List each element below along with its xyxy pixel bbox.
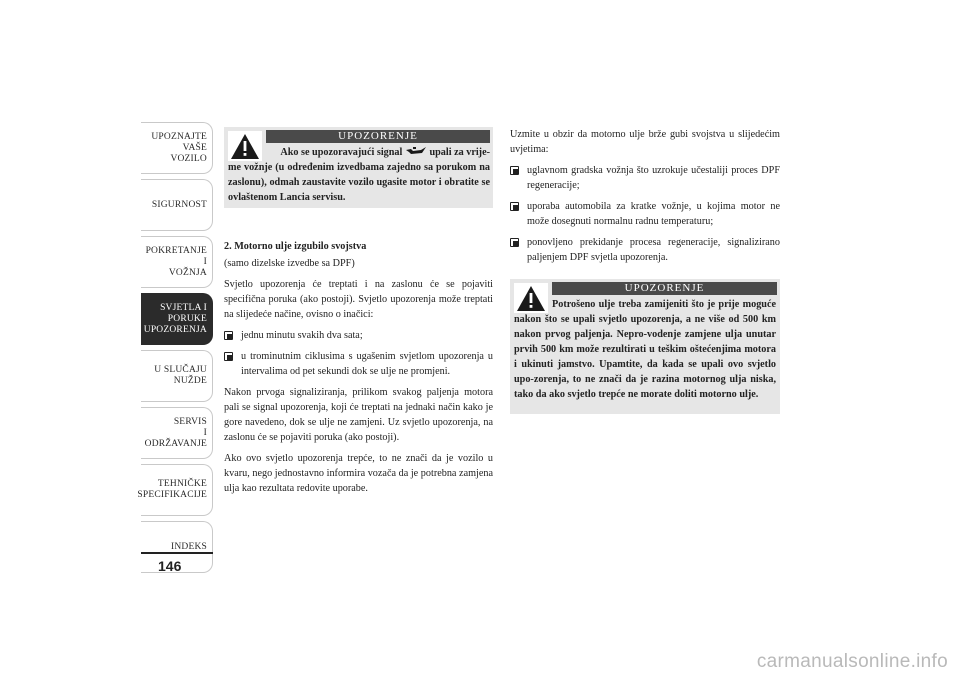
warning-text-line1: Ako se upozoravajući signal upali za vrije- xyxy=(280,147,490,158)
warning-box-left xyxy=(224,127,493,208)
list-item: ponovljeno prekidanje procesa regeneracije, signalizirano paljenjem DPF svjetla upozorenja. xyxy=(510,235,780,265)
list-item: u trominutnim ciklusima s ugašenim svjetlom upozorenja u intervalima od pet sekundi dok se ulje ne promjeni. xyxy=(224,349,493,379)
list-item: uglavnom gradska vožnja što uzrokuje učestaliji proces DPF regeneracije; xyxy=(510,163,780,193)
warning-text-body: Potrošeno ulje treba zamijeniti što je prije moguće nakon što se upali svjetlo upozorenja, a ne više od 500 km nakon prvog paljenja. Nepro-vodenje zamjene ulja unutar prvih 500 km može rezultirati u teškim oštećenjima motora i ukinuti jamstvo. Upamtite, da kada se upali ovo svjetlo upo-zorenja, to ne znači da je razina motornog ulja niska, tako da ako svjetlo trepće ne morate doliti motorno ulje. xyxy=(514,299,776,400)
bullet-square-icon xyxy=(510,202,519,211)
page-number: 146 xyxy=(158,558,182,574)
warning-triangle-icon xyxy=(228,131,262,161)
watermark: carmanualsonline.info xyxy=(756,651,948,672)
tab-servis-i-odrzavanje[interactable]: SERVIS I ODRŽAVANJE xyxy=(141,407,213,459)
tab-u-slucaju-nuzde[interactable]: U SLUČAJU NUŽDE xyxy=(141,350,213,402)
warning-title: UPOZORENJE xyxy=(266,130,490,143)
paragraph-explanation: Ako ovo svjetlo upozorenja trepće, to ne znači da je vozilo u kvaru, nego jednostavno informira vozača da je potrebna zamjena ulja kao rezultata redovite uporabe. xyxy=(224,453,493,494)
list-item: uporaba automobila za kratke vožnje, u kojima motor ne može dosegnuti normalnu radnu temperaturu; xyxy=(510,199,780,229)
page-number-rule xyxy=(141,552,213,554)
list-item: jednu minutu svakih dva sata; xyxy=(224,328,493,343)
tab-tehnicke-specifikacije[interactable]: TEHNIČKE SPECIFIKACIJE xyxy=(141,464,213,516)
oil-can-icon xyxy=(405,146,427,156)
paragraph-conditions: Uzmite u obzir da motorno ulje brže gubi svojstva u slijedećim uvjetima: xyxy=(510,129,780,155)
bullet-square-icon xyxy=(510,166,519,175)
right-column xyxy=(510,127,780,271)
paragraph-intro: Svjetlo upozorenja će treptati i na zaslonu će se pojaviti specifična poruka (ako postoji). Svjetlo upozorenja može treptati na slijedeće načine, ovisno o inačici: xyxy=(224,279,493,320)
bullet-square-icon xyxy=(224,331,233,340)
bullet-square-icon xyxy=(224,352,233,361)
tab-upoznajte-vase-vozilo[interactable]: UPOZNAJTE VAŠE VOZILO xyxy=(141,122,213,174)
warning-title: UPOZORENJE xyxy=(552,282,777,295)
paragraph-signaling: Nakon prvoga signaliziranja, prilikom svakog paljenja motora pali se signal upozorenja, koji će treptati na jednaki način kako je gore navedeno, dok se ulje ne zamjeni. Uz svjetlo upozorenja, na zaslonu će se pojaviti poruka (ako postoji). xyxy=(224,387,493,443)
section-heading: 2. Motorno ulje izgubilo svojstva xyxy=(224,241,367,252)
left-column xyxy=(224,239,493,502)
tab-sigurnost[interactable]: SIGURNOST xyxy=(141,179,213,231)
paragraph-diesel-note: (samo dizelske izvedbe sa DPF) xyxy=(224,258,355,269)
warning-text-body: me vožnje (u određenim izvedbama zajedno sa porukom na zaslonu), odmah zaustavite vozilo ugasite motor i obratite se ovlaštenom Lancia servisu. xyxy=(228,162,490,203)
tab-svjetla-i-poruke-upozorenja[interactable]: SVJETLA I PORUKE UPOZORENJA xyxy=(141,293,213,345)
bullet-square-icon xyxy=(510,238,519,247)
warning-box-right xyxy=(510,279,780,414)
tab-pokretanje-i-voznja[interactable]: POKRETANJE I VOŽNJA xyxy=(141,236,213,288)
tab-indeks[interactable]: INDEKS xyxy=(141,521,213,573)
